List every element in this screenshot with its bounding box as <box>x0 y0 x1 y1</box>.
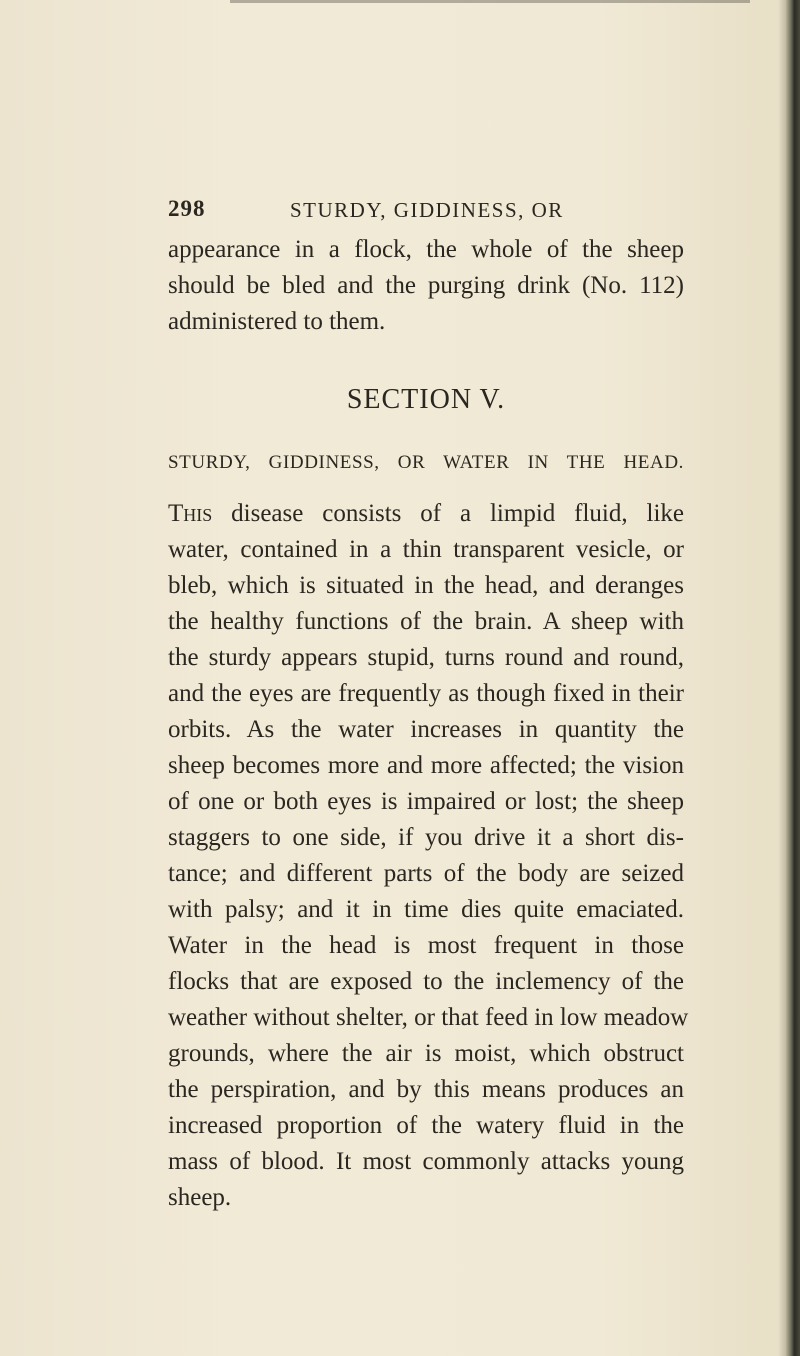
page-top-shadow <box>230 0 750 3</box>
text-line: sheep becomes more and more affected; the vision <box>168 752 684 779</box>
text-line: the healthy functions of the brain. A sheep with <box>168 608 684 635</box>
text-line: should be bled and the purging drink (No. 112) <box>168 272 684 299</box>
page-gutter-shadow <box>778 0 786 1356</box>
text-line: administered to them. <box>168 308 386 335</box>
book-edge <box>786 0 800 1356</box>
text-line: grounds, where the air is moist, which obstruct <box>168 1040 684 1067</box>
text-line: staggers to one side, if you drive it a short dis- <box>168 824 684 851</box>
text-line: Water in the head is most frequent in those <box>168 932 684 959</box>
body-paragraph <box>168 496 689 1216</box>
text-line: of one or both eyes is impaired or lost; the sheep <box>168 788 684 815</box>
section-subtitle: STURDY, GIDDINESS, OR WATER IN THE HEAD. <box>168 452 684 473</box>
running-head: STURDY, GIDDINESS, OR <box>290 198 564 222</box>
text-line: increased proportion of the watery fluid in the <box>168 1112 684 1139</box>
text-line: the sturdy appears stupid, turns round and round, <box>168 644 684 671</box>
text-line: sheep. <box>168 1184 232 1211</box>
text-line: bleb, which is situated in the head, and deranges <box>168 572 684 599</box>
first-word: This <box>168 500 213 527</box>
text-line: flocks that are exposed to the inclemency of the <box>168 968 684 995</box>
text-line: appearance in a flock, the whole of the sheep <box>168 236 684 263</box>
text-line: tance; and different parts of the body are seized <box>168 860 684 887</box>
page-number: 298 <box>168 196 206 221</box>
text-line: the perspiration, and by this means produces an <box>168 1076 684 1103</box>
section-title: SECTION V. <box>346 384 506 415</box>
text-line: water, contained in a thin transparent vesicle, or <box>168 536 684 563</box>
text-line: with palsy; and it in time dies quite emaciated. <box>168 896 684 923</box>
text-line: mass of blood. It most commonly attacks young <box>168 1148 684 1175</box>
text-line: and the eyes are frequently as though fixed in their <box>168 680 684 707</box>
text-line: orbits. As the water increases in quantity the <box>168 716 684 743</box>
text-line: This disease consists of a limpid fluid, like <box>168 500 684 527</box>
text-line: weather without shelter, or that feed in low meadow <box>168 1004 689 1031</box>
page-header <box>168 196 688 228</box>
intro-paragraph <box>168 232 684 340</box>
